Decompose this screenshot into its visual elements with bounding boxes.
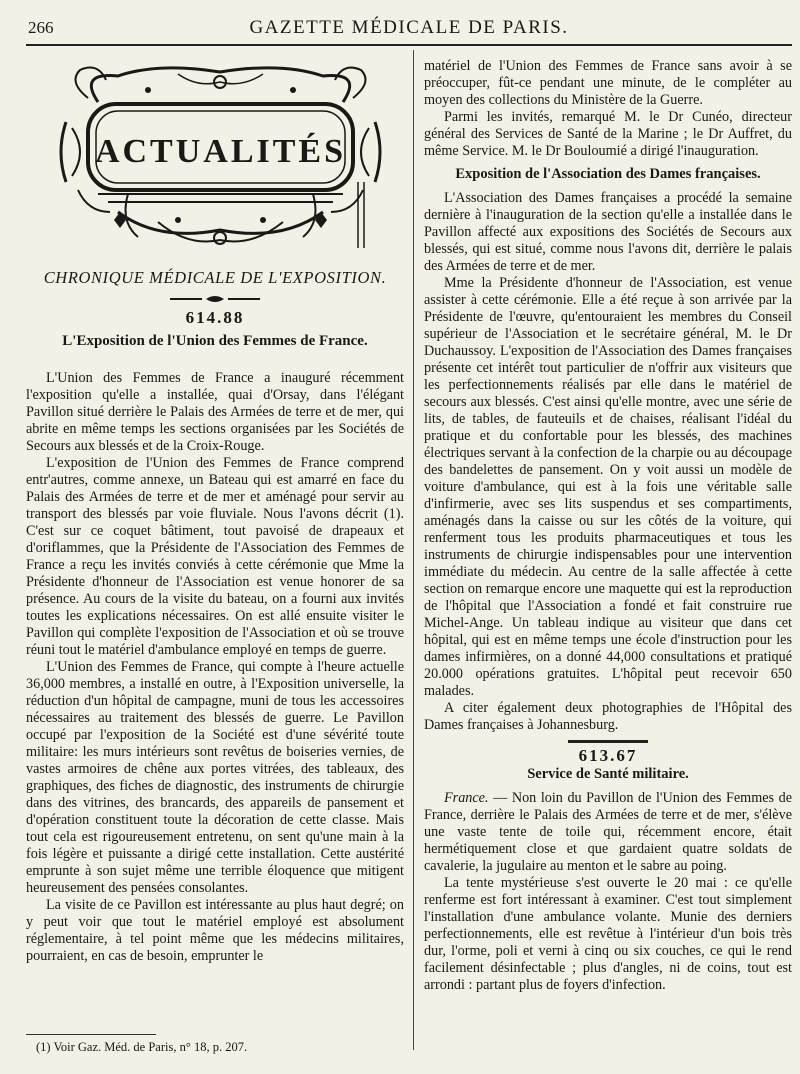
paragraph-continuation: matériel de l'Union des Femmes de France sans avoir à se préoccuper, fût-ce pendant une minute, de le compléter au moyen des collections du Ministère de la Guerre. — [424, 58, 792, 108]
paragraph: France. — Non loin du Pavillon de l'Union des Femmes de France, derrière le Palais des Armées de terre et de mer, s'élève une vaste tente de toile qui, récemment encore, était hermétiquement close et que gardaient quatre soldats de cavalerie, la jugulaire au menton et le sabre au poing. — [424, 790, 792, 874]
paragraph: L'Union des Femmes de France, qui compte à l'heure actuelle 36,000 membres, a installé en outre, à l'Exposition universelle, la réduction d'un hôpital de campagne, muni de tous les accessoires nécessaires au traitement des blessés de guerre. Le Pavillon occupé par l'exposition de la Société est d'une sévérité toute militaire: les murs intérieurs sont revêtus de boiseries vernies, de vastes armoires de chêne aux portes vitrées, des tableaux, des graphiques, des fiches de diagnostic, des instruments de chirurgie dans des vitrines, des brancards, des appareils de pansement et d'opération constituent toute la décoration de cette classe. Mais tout cela est rigoureusement entretenu, on sent qu'une main à la fois légère et puissante a dirigé cette installation. Cette austérité emprunte à son sujet même une terrible éloquence que mitigent heureusement des pensées consolantes. — [26, 659, 404, 896]
section-title: Service de Santé militaire. — [527, 766, 689, 782]
paragraph: L'Association des Dames françaises a procédé la semaine dernière à l'inauguration de la section qu'elle a installée dans le Pavillon affecté aux expositions des Sociétés de Secours aux blessés, qui est situé, comme nous l'avons dit, derrière le palais des Armées de terre et de mer. — [424, 190, 792, 274]
running-header — [26, 14, 792, 46]
paragraph: L'exposition de l'Union des Femmes de France comprend entr'autres, comme annexe, un Bateau qui est amarré en face du Palais des Armées de terre et de mer et aménagé pour servir au transport des blessés par voie fluviale. Nous l'avons décrit (1). C'est sur ce coquet bâtiment, tout pavoisé de drapeaux et d'oriflammes, que la Présidente de l'Association des Femmes de France a reçu les invités conviés à cette cérémonie que Mme la Présidente d'honneur de l'Association est venue honorer de sa présence. Au cours de la visite du bateau, on a fourni aux invités toutes les explications nécessaires. On est allé ensuite visiter le Pavillon qui complète l'exposition de l'Association et où se trouve réuni tout le matériel d'ambulance employé en temps de guerre. — [26, 455, 404, 658]
chronique-heading: CHRONIQUE MÉDICALE DE L'EXPOSITION. — [43, 268, 387, 287]
page-number: 266 — [28, 18, 54, 37]
section-title: Exposition de l'Association des Dames françaises. — [455, 166, 761, 182]
column-divider — [413, 50, 414, 1050]
paragraph: A citer également deux photographies de l'Hôpital des Dames françaises à Johannesburg. — [424, 700, 792, 733]
paragraph: La tente mystérieuse s'est ouverte le 20 mai : ce qu'elle renferme est fort intéressant à examiner. C'est tout simplement l'installation d'une ambulance volante. Munie des derniers perfectionnements, elle est revêtue à l'intérieur d'un bois très dur, l'orme, poli et verni à cinq ou six couches, ce qui le rend facilement désinfectable ; plus d'angles, ni de coins, tout est arrondi : partant plus de foyers d'infection. — [424, 875, 792, 993]
footnote-rule — [26, 1034, 156, 1035]
left-column — [26, 370, 404, 965]
section-number: 613.67 — [578, 746, 638, 765]
country-label: France. — [444, 790, 489, 806]
section-number: 614.88 — [185, 308, 245, 327]
right-column — [424, 58, 792, 994]
separator-rule — [568, 740, 648, 743]
journal-title: GAZETTE MÉDICALE DE PARIS. — [249, 17, 569, 38]
paragraph: Parmi les invités, remarqué M. le Dr Cunéo, directeur général des Services de Santé de la Marine ; le Dr Auffret, du même Service. M. le Dr Bouloumié a dirigé l'inauguration. — [424, 109, 792, 159]
banner-title: ACTUALITÉS — [94, 133, 347, 170]
ornamental-separator — [170, 294, 260, 304]
section-title: L'Exposition de l'Union des Femmes de France. — [62, 333, 368, 349]
paragraph: L'Union des Femmes de France a inauguré récemment l'exposition qu'elle a installée, quai d'Orsay, dans l'élégant Pavillon situé derrière le Palais des Armées de terre et de mer, qui abrite en même temps les sections organisées par les Sociétés de Secours aux blessés et de la Croix-Rouge. — [26, 370, 404, 454]
paragraph: Mme la Présidente d'honneur de l'Association, est venue assister à cette cérémonie. Elle a été reçue à son arrivée par la Présidente de l'œuvre, qu'entouraient les membres du Conseil supérieur de l'Association et le secrétaire général, M. le Dr Duchaussoy. L'exposition de l'Association des Dames françaises présente cet intérêt tout particulier de n'offrir aux visiteurs que les perfectionnements réalisés par elle dans le matériel de secours aux blessés. C'est ainsi qu'elle montre, avec une série de lits, de tables, de fauteuils et de chaises, réalisant l'idéal du pratique et du confortable pour les blessés, des machines électriques servant à la confection de la charpie ou au découpage des bandelettes de pansement. On y voit aussi un modèle de voiture d'ambulance, qui est à la fois une véritable salle d'infirmerie, avec ses lits suspendus et ses compartiments, aménagés dans la caisse ou sur les côtés de la voiture, qui renferment tous les produits pharmaceutiques et tous les instruments de chirurgie indispensables pour une intervention immédiate du médecin. Au centre de la salle affectée à cette section on remarque encore une maquette qui est la reproduction de l'hôpital que l'Association a fondé et fait construire rue Michel-Ange. Un tableau indique au visiteur que dans cet hôpital, qui est en même temps une école d'instruction pour les dames infirmières, on a donné 44,000 consultations et pratiqué 20.000 opérations gratuites. L'hôpital peut recevoir 650 malades. — [424, 275, 792, 699]
actualites-banner-ornament — [58, 62, 383, 252]
footnote: (1) Voir Gaz. Méd. de Paris, n° 18, p. 207. — [36, 1040, 248, 1054]
paragraph: La visite de ce Pavillon est intéressante au plus haut degré; on y peut voir que tout le matériel employé est absolument réglementaire, à tel point même que les médecins militaires, pourraient, en cas de besoin, emprunter le — [26, 897, 404, 964]
